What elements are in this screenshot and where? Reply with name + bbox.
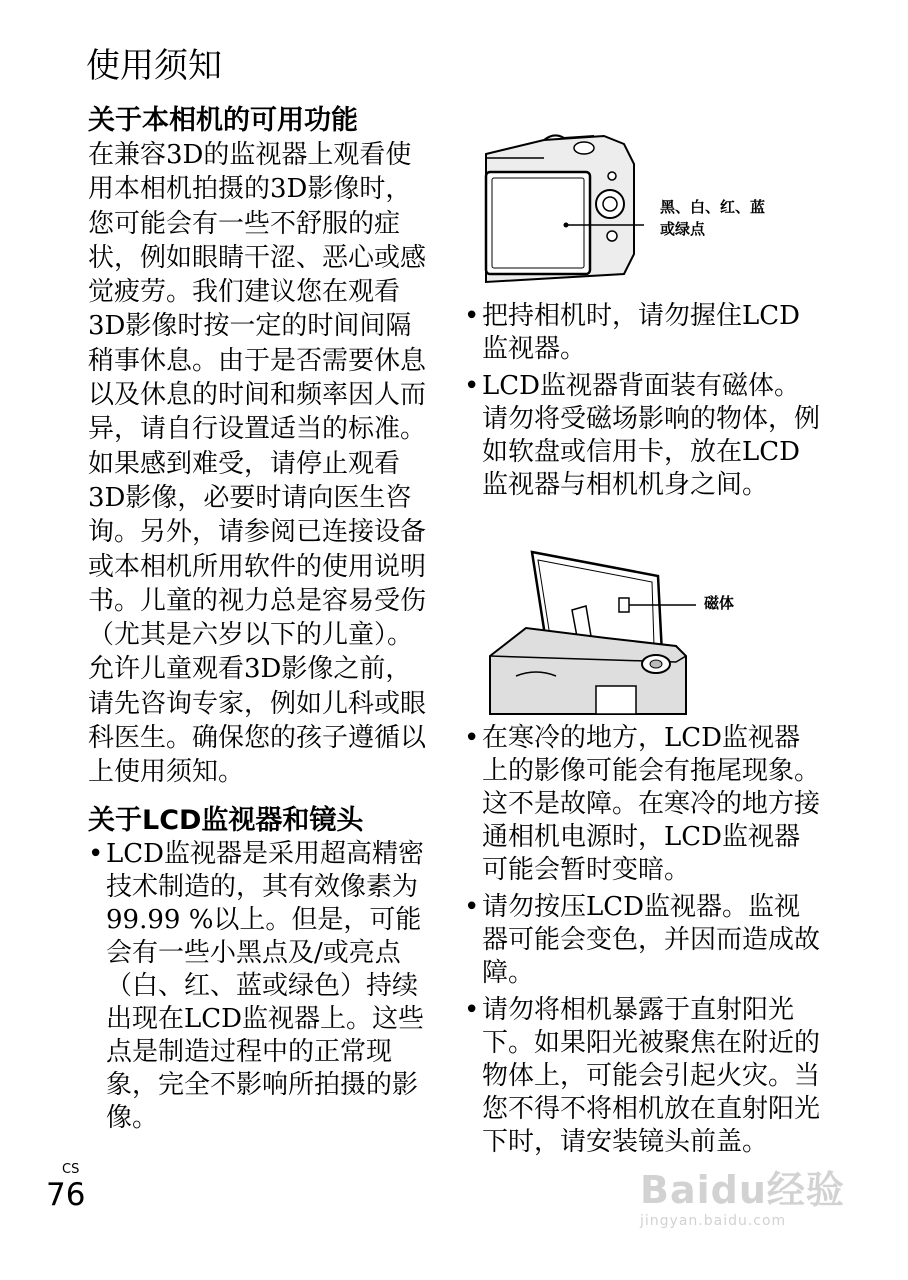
page-title: 使用须知 [86, 46, 222, 86]
watermark-url: jingyan.baidu.com [640, 1213, 787, 1229]
figure2-callout: 磁体 [704, 594, 735, 612]
right-column-bottom [464, 722, 824, 1163]
right-bullet-list-1 [464, 300, 824, 502]
language-label: CS [62, 1162, 80, 1177]
bullet-item: • 请勿将相机暴露于直射阳光下。如果阳光被聚焦在附近的物体上，可能会引起火灾。当您不得不将相机放在直射阳光下时，请安装镜头前盖。 [464, 994, 824, 1159]
section-heading-features: 关于本相机的可用功能 [88, 105, 358, 136]
watermark-brand: Baidu经验 [640, 1168, 845, 1212]
right-column-top [464, 300, 824, 506]
camera-lcd-dots-illustration [484, 134, 644, 284]
callout-line: 或绿点 [660, 220, 706, 238]
bullet-item: • LCD监视器是采用超高精密技术制造的，其有效像素为99.99 %以上。但是，可能会有一些小黑点及/或亮点（白、红、蓝或绿色）持续出现在LCD监视器上。这些点是制造过程中的正常现象，完全不影响所拍摄的影像。 [88, 838, 428, 1135]
bullet-item: • 在寒冷的地方，LCD监视器上的影像可能会有拖尾现象。这不是故障。在寒冷的地方接通相机电源时，LCD监视器可能会暂时变暗。 [464, 722, 824, 887]
bullet-item: • 请勿按压LCD监视器。监视器可能会变色，并因而造成故障。 [464, 891, 824, 990]
right-bullet-list-2 [464, 722, 824, 1159]
section-heading-lcd-lens: 关于LCD监视器和镜头 [88, 804, 364, 836]
section-body-3d-warning: 在兼容3D的监视器上观看使用本相机拍摄的3D影像时，您可能会有一些不舒服的症状，例如眼睛干涩、恶心或感觉疲劳。我们建议您在观看3D影像时按一定的时间间隔稍事休息。由于是否需要休息以及休息的时间和频率因人而异，请自行设置适当的标准。如果感到难受，请停止观看3D影像，必要时请向医生咨询。另外，请参阅已连接设备或本相机所用软件的使用说明书。儿童的视力总是容易受伤（尤其是六岁以下的儿童）。允许儿童观看3D影像之前，请先咨询专家，例如儿科或眼科医生。确保您的孩子遵循以上使用须知。 [88, 140, 427, 788]
page-number: 76 [46, 1177, 86, 1213]
camera-magnet-illustration [486, 546, 696, 716]
baidu-watermark [640, 1168, 845, 1230]
bullet-item: • LCD监视器背面装有磁体。请勿将受磁场影响的物体，例如软盘或信用卡，放在LCD监视器与相机机身之间。 [464, 370, 824, 502]
figure1-callout [660, 196, 765, 240]
left-column [88, 104, 428, 1139]
lcd-bullet-list [88, 838, 428, 1135]
bullet-item: • 把持相机时，请勿握住LCD监视器。 [464, 300, 824, 366]
callout-line: 黑、白、红、蓝 [660, 198, 766, 216]
